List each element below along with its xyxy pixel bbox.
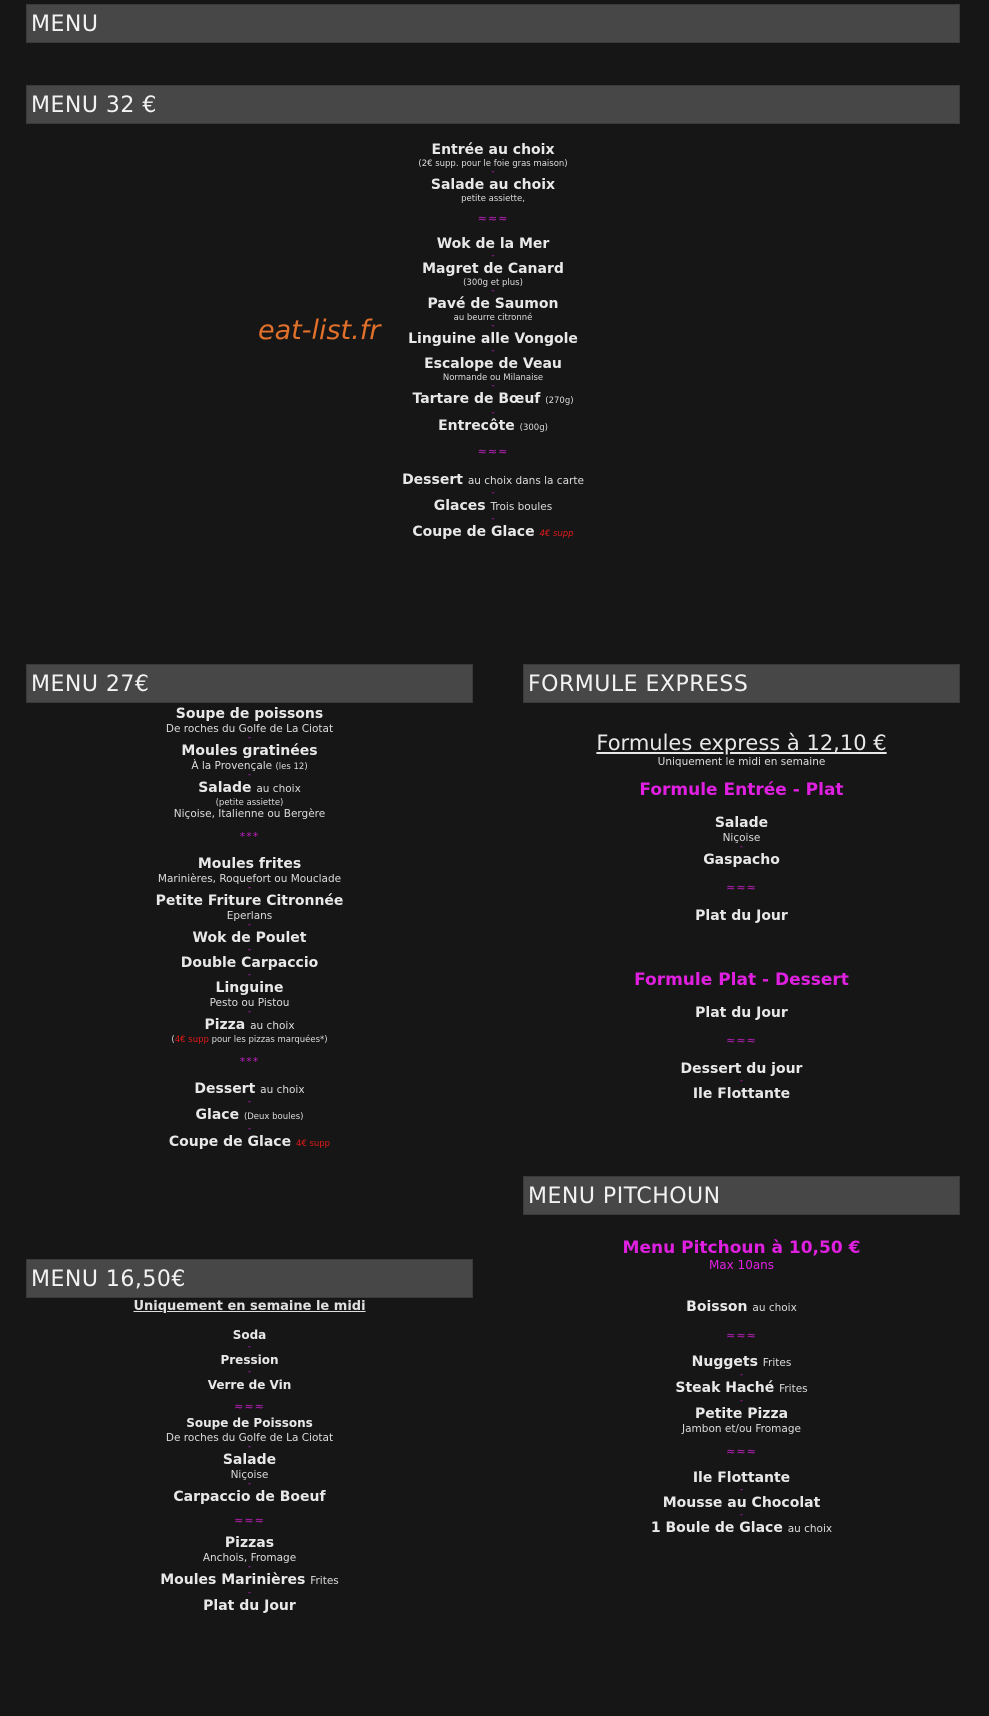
pitchoun-boisson [523,1298,960,1317]
menu-27-header: MENU 27€ [26,664,473,703]
pitchoun-boisson-note: au choix [752,1302,797,1314]
menu-27-glace [26,1106,473,1126]
menu-27-dessert-note: au choix [260,1084,305,1096]
menu-27-coupe-supp: 4€ supp [295,1139,331,1149]
menu-pitchoun-list [523,1238,960,1538]
divider-dash: - [247,1367,252,1377]
menu-header: MENU [26,4,960,43]
menu-27-salade [26,779,473,798]
pitchoun-boule-label: 1 Boule de Glace [650,1520,783,1536]
divider-dash: - [491,321,495,331]
menu-32-tartare-label: Tartare de Bœuf [412,391,541,407]
menu-27-salade-types: Niçoise, Italienne ou Bergère [173,808,326,820]
menu-27-glace-note: (Deux boules) [243,1112,304,1122]
pitchoun-boisson-label: Boisson [686,1299,748,1315]
menu-1650-soupe-note: De roches du Golfe de La Ciotat [165,1432,334,1444]
formule-express-list [523,730,960,1103]
menu-27-coupe-label: Coupe de Glace [168,1134,292,1150]
menu-27-moules-frites-note: Marinières, Roquefort ou Mouclade [157,873,342,885]
menu-27-friture-note: Eperlans [226,910,273,922]
menu-32-glaces-note: Trois boules [490,501,553,513]
divider-dash: - [491,408,495,418]
pitchoun-boule-note: au choix [787,1523,833,1535]
divider-dash: - [247,883,252,893]
menu-32-escalope-note: Normande ou Milanaise [442,373,544,383]
formule-plat-du-jour: Plat du Jour [695,908,788,924]
formule-express-header: FORMULE EXPRESS [523,664,960,703]
section-separator: *** [239,830,260,843]
menu-32-salade-note: petite assiette, [461,194,525,204]
menu-1650-soda: Soda [232,1328,267,1342]
menu-32-coupe [300,523,686,543]
menu-27-soupe-note: De roches du Golfe de La Ciotat [165,723,334,735]
menu-27-glace-label: Glace [195,1107,240,1123]
divider-dash: - [247,1588,252,1598]
divider-dash: - [247,1442,252,1452]
menu-32-magret: Magret de Canard [422,261,564,277]
menu-32-tartare [300,390,686,410]
menu-1650-moules-note: Frites [310,1575,339,1587]
divider-dash: - [247,1342,252,1352]
menu-32-salade: Salade au choix [430,177,556,193]
formule-plat-du-jour-2: Plat du Jour [695,1005,788,1021]
menu-27-carpaccio: Double Carpaccio [180,955,319,971]
menu-27-moules-gratinees: Moules gratinées [181,743,318,759]
menu-32-pave: Pavé de Saumon [427,296,559,312]
menu-32-entrecote-note: (300g) [519,423,548,433]
watermark-logo: eat-list.fr [258,315,381,346]
menu-27-coupe [26,1133,473,1153]
divider-dash: - [491,488,495,498]
pitchoun-ile: Ile Flottante [692,1470,791,1486]
menu-27-pizza-choice: au choix [250,1020,295,1032]
menu-32-dessert-note: au choix dans la carte [467,475,584,487]
divider-dash: - [491,251,495,261]
menu-27-pizza [26,1016,473,1035]
menu-1650-pression: Pression [220,1353,279,1367]
formule-plat-dessert-title: Formule Plat - Dessert [634,970,849,990]
menu-27-dessert-label: Dessert [194,1081,256,1097]
formule-entree-plat-title: Formule Entrée - Plat [639,780,844,800]
menu-27-friture: Petite Friture Citronnée [155,893,344,909]
formule-salade: Salade [714,815,769,831]
menu-1650-pizzas: Pizzas [224,1535,275,1551]
pitchoun-boule [523,1519,960,1538]
menu-27-pizza-label: Pizza [204,1017,246,1033]
pitchoun-steak-label: Steak Haché [675,1380,775,1396]
pitchoun-nuggets-note: Frites [762,1357,792,1369]
divider-dash: - [247,1479,252,1489]
divider-dash: - [491,514,495,524]
menu-27-pizza-note-text: pour les pizzas marquées*) [211,1035,328,1045]
formule-ile-flottante: Ile Flottante [692,1086,791,1102]
divider-dash: - [247,1007,252,1017]
section-separator: ≈≈≈ [234,1400,265,1413]
menu-1650-sub: Uniquement en semaine le midi [133,1299,366,1314]
divider-dash: - [739,842,744,852]
menu-32-coupe-supp: 4€ supp [539,529,574,539]
menu-27-pizza-note: (4€ supp pour les pizzas marquées*) [171,1035,328,1045]
menu-32-coupe-label: Coupe de Glace [412,524,535,540]
menu-32-tartare-note: (270g) [545,396,574,406]
menu-32-header: MENU 32 € [26,85,960,124]
section-separator: ≈≈≈ [477,445,509,458]
menu-27-soupe: Soupe de poissons [175,706,324,722]
menu-32-entree-note: (2€ supp. pour le foie gras maison) [418,159,568,169]
formule-express-heading: Formules express à 12,10 € [596,731,887,755]
section-separator: ≈≈≈ [477,212,509,225]
menu-1650-list [26,1299,473,1615]
menu-27-moules-gratinees-style: À la Provençale [191,760,273,772]
menu-1650-vin: Verre de Vin [207,1378,292,1392]
divider-dash: - [739,1076,744,1086]
menu-1650-header: MENU 16,50€ [26,1259,473,1298]
section-separator: ≈≈≈ [726,1445,757,1458]
divider-dash: - [739,1510,744,1520]
divider-dash: - [491,346,495,356]
menu-1650-pizzas-note: Anchois, Fromage [202,1552,297,1564]
menu-27-salade-label: Salade [198,780,252,796]
menu-32-escalope: Escalope de Veau [424,356,562,372]
divider-dash: - [739,1396,744,1406]
menu-27-salade-note: (petite assiette) [215,798,284,808]
divider-dash: - [739,1485,744,1495]
menu-32-entrecote [300,417,686,437]
menu-1650-salade-note: Niçoise [230,1469,269,1481]
divider-dash: - [491,381,495,391]
divider-dash: - [491,286,495,296]
menu-1650-carpaccio: Carpaccio de Boeuf [173,1489,326,1505]
divider-dash: - [739,1370,744,1380]
formule-gaspacho: Gaspacho [703,852,780,868]
menu-32-entrecote-label: Entrecôte [438,418,515,434]
section-separator: ≈≈≈ [726,881,757,894]
menu-32-list [300,141,686,543]
menu-27-linguine: Linguine [215,980,284,996]
formule-dessert-du-jour: Dessert du jour [680,1061,803,1077]
pitchoun-nuggets-label: Nuggets [691,1354,758,1370]
menu-pitchoun-header: MENU PITCHOUN [523,1176,960,1215]
menu-1650-salade: Salade [222,1452,277,1468]
divider-dash: - [247,733,252,743]
section-separator: ≈≈≈ [726,1034,757,1047]
divider-dash: - [247,1097,252,1107]
menu-32-magret-note: (300g et plus) [463,278,523,288]
divider-dash: - [247,770,252,780]
pitchoun-heading: Menu Pitchoun à 10,50 € [622,1238,861,1258]
divider-dash: - [247,1124,252,1134]
divider-dash: - [247,970,252,980]
divider-dash: - [247,1562,252,1572]
menu-1650-moules-label: Moules Marinières [160,1572,306,1588]
pitchoun-steak-note: Frites [779,1383,808,1395]
section-separator: ≈≈≈ [726,1329,757,1342]
menu-32-glaces-label: Glaces [433,498,486,514]
menu-27-moules-gratinees-qty: (les 12) [275,762,308,772]
divider-dash: - [491,167,495,177]
menu-27-linguine-note: Pesto ou Pistou [209,997,290,1009]
pitchoun-age: Max 10ans [708,1258,775,1272]
menu-27-wok: Wok de Poulet [192,930,307,946]
menu-27-moules-frites: Moules frites [197,856,302,872]
formule-salade-note: Niçoise [722,832,761,844]
menu-32-pave-note: au beurre citronné [453,313,533,323]
divider-dash: - [247,945,252,955]
menu-27-pizza-supp: 4€ supp [174,1035,209,1045]
menu-32-entree: Entrée au choix [431,142,555,158]
menu-1650-plat: Plat du Jour [203,1598,296,1614]
formule-express-sub: Uniquement le midi en semaine [657,756,826,768]
menu-32-linguine: Linguine alle Vongole [408,331,578,347]
divider-dash: - [247,920,252,930]
menu-1650-soupe: Soupe de Poissons [186,1416,313,1430]
pitchoun-mousse: Mousse au Chocolat [662,1495,821,1511]
section-separator: ≈≈≈ [234,1514,265,1527]
pitchoun-pizza-note: Jambon et/ou Fromage [682,1423,801,1435]
pitchoun-pizza: Petite Pizza [694,1406,789,1422]
menu-32-dessert-label: Dessert [402,472,463,488]
menu-27-salade-choice: au choix [256,783,301,795]
section-separator: *** [239,1055,260,1068]
menu-27-list [26,705,473,1153]
menu-32-wok: Wok de la Mer [436,236,550,252]
